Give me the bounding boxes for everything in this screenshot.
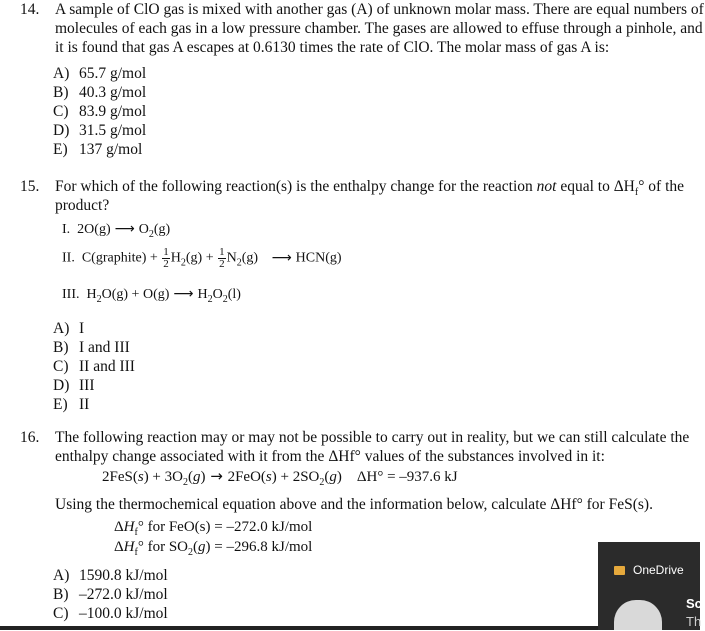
thermochemical-equation: $2FeS(s) + 3O_2(g) \to 2FeO(s) + 2SO_2(g)$ ΔH° = –937.6 kJ [102,467,458,488]
option-c: C) II and III [53,358,135,375]
reaction-arrow-icon: ⟶ [114,221,135,237]
question-stem: The following reaction may or may not be possible to carry out in reality, but we can still calculate the enthalpy change associated with it from the ΔHf° values of the substances involved in it: [55,429,690,465]
question-15 [20,177,700,215]
question-number: 15. [20,178,40,195]
given-feo: $\Delta H_f^\circ$ for FeO(s) = –272.0 kJ/mol [114,519,313,538]
bottom-divider [0,626,700,630]
reaction-2: II. C(graphite) + $\frac{1}{2}$ $H_2(g)$ + $\frac{1}{2}$ $N_2(g)$ ⟶ HCN(g) [62,246,342,270]
options-list [53,319,700,414]
reaction-arrow-icon: → [210,467,223,485]
fraction-half: $\frac{1}{2}$ [219,246,225,270]
option-b: B) I and III [53,339,130,356]
option-b: B) 40.3 g/mol [53,84,147,101]
option-e: E) II [53,396,90,413]
question-16 [20,428,700,466]
reaction-arrow-icon: ⟶ [271,249,292,266]
question-number: 16. [20,429,40,446]
notification-header [614,561,684,580]
question-stem: For which of the following reaction(s) is the enthalpy change for the reaction not equal to $\Delta H_f^\circ$ of the product? [55,178,685,214]
option-b: B) –272.0 kJ/mol [53,586,168,603]
onedrive-notification[interactable] [598,542,700,630]
option-a: A) 65.7 g/mol [53,65,147,82]
reaction-1: I. 2O(g) ⟶ $O_2(g)$ [62,221,171,240]
question-stem: A sample of ClO gas is mixed with another gas (A) of unknown molar mass. There are equal numbers of molecules of each gas in a low pressure chamber. The gases are allowed to effuse through a pinhole, and it is found that gas A escapes at 0.6130 times the rate of ClO. The molar mass of gas A is: [55,1,704,56]
onedrive-icon [614,566,625,575]
notification-body: Th [686,614,702,629]
option-d: D) 31.5 g/mol [53,122,147,139]
instruction: Using the thermochemical equation above and the information below, calculate ΔHf° for FeS(s). [55,496,653,513]
question-14 [20,0,704,159]
option-a: A) 1590.8 kJ/mol [53,567,168,584]
notification-title: Sc [686,596,702,611]
fraction-half: $\frac{1}{2}$ [163,246,169,270]
notification-app-name: OneDrive [633,563,684,577]
option-e: E) 137 g/mol [53,141,143,158]
reaction-3: III. $H_2O(g) + O(g)$ ⟶ $H_2O_2(l)$ [62,286,241,305]
reaction-arrow-icon: ⟶ [173,286,194,302]
question-15-options [20,319,700,414]
question-number: 14. [20,1,40,18]
option-c: C) 83.9 g/mol [53,103,147,120]
option-d: D) III [53,377,95,394]
options-list [53,64,700,159]
option-a: A) I [53,320,85,337]
option-c: C) –100.0 kJ/mol [53,605,168,622]
enthalpy-value: ΔH° = –937.6 kJ [356,469,458,485]
given-so2: $\Delta H_f^\circ$ for $SO_2(g) = -296.8$ kJ/mol [114,539,313,558]
cloud-icon [614,600,662,630]
